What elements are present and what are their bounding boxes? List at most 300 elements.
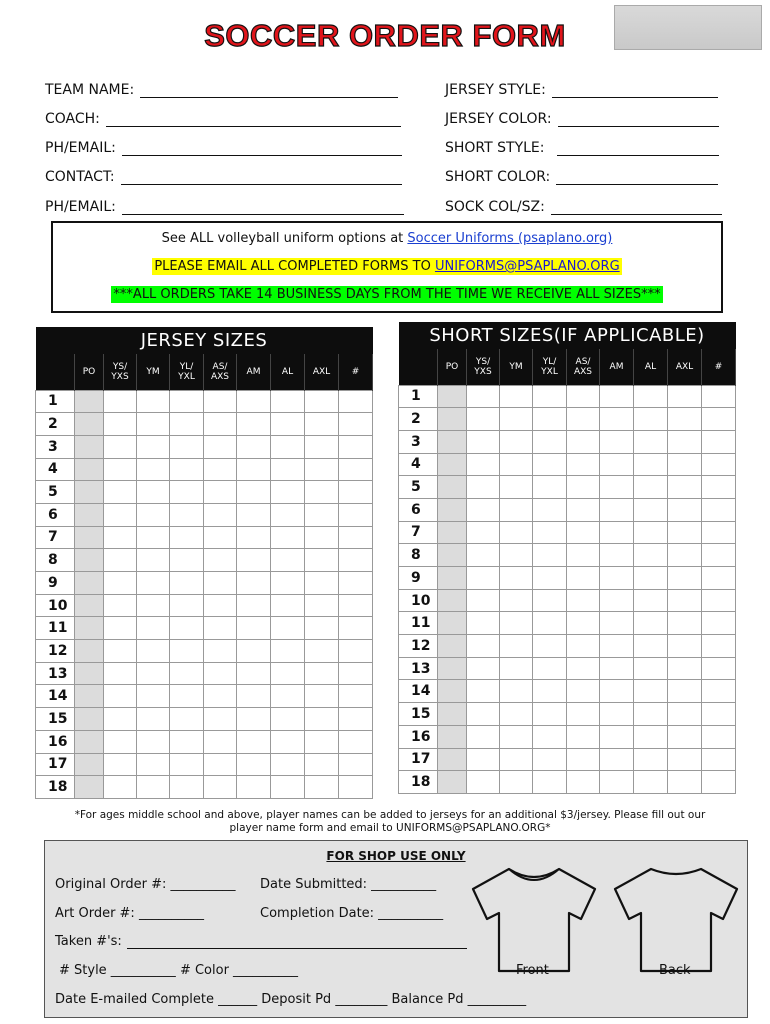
coach-field[interactable] bbox=[45, 111, 401, 127]
jersey-size-cell[interactable] bbox=[104, 776, 137, 799]
jersey-size-cell[interactable] bbox=[339, 458, 373, 481]
jersey-size-cell[interactable] bbox=[237, 662, 271, 685]
jersey-size-cell[interactable] bbox=[339, 526, 373, 549]
jersey-size-cell[interactable] bbox=[137, 526, 170, 549]
short-size-cell[interactable] bbox=[438, 453, 467, 476]
style-color-field[interactable]: # Style __________ # Color __________ bbox=[59, 963, 299, 978]
jersey-size-cell[interactable] bbox=[237, 390, 271, 413]
short-size-cell[interactable] bbox=[702, 521, 736, 544]
short-size-cell[interactable] bbox=[533, 453, 567, 476]
short-size-cell[interactable] bbox=[567, 612, 600, 635]
short-size-cell[interactable] bbox=[668, 612, 702, 635]
sock-field[interactable] bbox=[445, 199, 722, 215]
jersey-size-cell[interactable] bbox=[204, 413, 237, 436]
jersey-size-cell[interactable] bbox=[237, 526, 271, 549]
jersey-size-cell[interactable] bbox=[137, 413, 170, 436]
taken-line[interactable] bbox=[127, 948, 467, 949]
jersey-size-cell[interactable] bbox=[104, 662, 137, 685]
short-size-cell[interactable] bbox=[634, 453, 668, 476]
jersey-size-cell[interactable] bbox=[305, 708, 339, 731]
jersey-size-cell[interactable] bbox=[104, 503, 137, 526]
jersey-size-cell[interactable] bbox=[137, 594, 170, 617]
short-size-cell[interactable] bbox=[634, 657, 668, 680]
short-size-cell[interactable] bbox=[467, 680, 500, 703]
jersey-size-cell[interactable] bbox=[170, 753, 204, 776]
short-size-cell[interactable] bbox=[500, 612, 533, 635]
short-size-cell[interactable] bbox=[668, 567, 702, 590]
short-size-cell[interactable] bbox=[634, 725, 668, 748]
jersey-size-cell[interactable] bbox=[170, 776, 204, 799]
jersey-size-cell[interactable] bbox=[75, 753, 104, 776]
jersey-size-cell[interactable] bbox=[75, 776, 104, 799]
short-size-cell[interactable] bbox=[533, 498, 567, 521]
short-size-cell[interactable] bbox=[567, 498, 600, 521]
jersey-size-cell[interactable] bbox=[305, 640, 339, 663]
jersey-size-cell[interactable] bbox=[305, 730, 339, 753]
jersey-size-cell[interactable] bbox=[137, 662, 170, 685]
short-size-cell[interactable] bbox=[500, 680, 533, 703]
jersey-size-cell[interactable] bbox=[170, 640, 204, 663]
jersey-size-cell[interactable] bbox=[204, 390, 237, 413]
short-size-cell[interactable] bbox=[600, 408, 634, 431]
team-name-line[interactable] bbox=[140, 82, 398, 98]
short-size-cell[interactable] bbox=[634, 521, 668, 544]
short-size-cell[interactable] bbox=[533, 680, 567, 703]
short-size-cell[interactable] bbox=[567, 385, 600, 408]
short-size-cell[interactable] bbox=[567, 680, 600, 703]
short-size-cell[interactable] bbox=[467, 703, 500, 726]
short-size-cell[interactable] bbox=[668, 476, 702, 499]
jersey-size-cell[interactable] bbox=[137, 640, 170, 663]
jersey-size-cell[interactable] bbox=[75, 594, 104, 617]
jersey-size-cell[interactable] bbox=[170, 526, 204, 549]
short-size-cell[interactable] bbox=[467, 635, 500, 658]
jersey-size-cell[interactable] bbox=[137, 503, 170, 526]
jersey-size-cell[interactable] bbox=[170, 594, 204, 617]
short-size-cell[interactable] bbox=[467, 408, 500, 431]
jersey-size-cell[interactable] bbox=[104, 617, 137, 640]
jersey-size-cell[interactable] bbox=[339, 617, 373, 640]
jersey-size-cell[interactable] bbox=[339, 708, 373, 731]
jersey-size-cell[interactable] bbox=[137, 753, 170, 776]
short-size-cell[interactable] bbox=[438, 657, 467, 680]
short-size-cell[interactable] bbox=[533, 635, 567, 658]
short-size-cell[interactable] bbox=[500, 589, 533, 612]
jersey-size-cell[interactable] bbox=[104, 572, 137, 595]
short-size-cell[interactable] bbox=[438, 408, 467, 431]
jersey-size-cell[interactable] bbox=[104, 753, 137, 776]
short-size-cell[interactable] bbox=[500, 657, 533, 680]
jersey-size-cell[interactable] bbox=[305, 617, 339, 640]
short-size-cell[interactable] bbox=[438, 430, 467, 453]
short-size-cell[interactable] bbox=[467, 544, 500, 567]
jersey-size-cell[interactable] bbox=[237, 481, 271, 504]
short-size-cell[interactable] bbox=[533, 521, 567, 544]
short-size-cell[interactable] bbox=[668, 544, 702, 567]
jersey-size-cell[interactable] bbox=[339, 640, 373, 663]
short-size-cell[interactable] bbox=[668, 498, 702, 521]
short-size-cell[interactable] bbox=[500, 771, 533, 794]
jersey-size-cell[interactable] bbox=[137, 458, 170, 481]
jersey-size-cell[interactable] bbox=[237, 708, 271, 731]
jersey-size-cell[interactable] bbox=[339, 594, 373, 617]
jersey-size-cell[interactable] bbox=[137, 390, 170, 413]
short-size-cell[interactable] bbox=[600, 771, 634, 794]
jersey-size-cell[interactable] bbox=[339, 390, 373, 413]
jersey-size-cell[interactable] bbox=[137, 776, 170, 799]
jersey-size-cell[interactable] bbox=[75, 390, 104, 413]
jersey-size-cell[interactable] bbox=[305, 549, 339, 572]
jersey-size-cell[interactable] bbox=[204, 549, 237, 572]
short-size-cell[interactable] bbox=[533, 657, 567, 680]
short-size-cell[interactable] bbox=[467, 567, 500, 590]
short-size-cell[interactable] bbox=[668, 521, 702, 544]
short-size-cell[interactable] bbox=[668, 635, 702, 658]
short-size-cell[interactable] bbox=[500, 476, 533, 499]
jersey-size-cell[interactable] bbox=[170, 435, 204, 458]
short-size-cell[interactable] bbox=[600, 589, 634, 612]
jersey-size-cell[interactable] bbox=[75, 730, 104, 753]
jersey-size-cell[interactable] bbox=[237, 572, 271, 595]
jersey-size-cell[interactable] bbox=[170, 549, 204, 572]
short-size-cell[interactable] bbox=[702, 680, 736, 703]
jersey-size-cell[interactable] bbox=[104, 413, 137, 436]
short-size-cell[interactable] bbox=[533, 725, 567, 748]
short-size-cell[interactable] bbox=[500, 703, 533, 726]
short-size-cell[interactable] bbox=[668, 657, 702, 680]
jersey-size-cell[interactable] bbox=[75, 503, 104, 526]
jersey-size-cell[interactable] bbox=[271, 390, 305, 413]
ph-email-field-2[interactable] bbox=[45, 199, 404, 215]
jersey-size-cell[interactable] bbox=[339, 481, 373, 504]
short-size-cell[interactable] bbox=[702, 453, 736, 476]
short-size-cell[interactable] bbox=[634, 567, 668, 590]
short-size-cell[interactable] bbox=[500, 498, 533, 521]
short-size-cell[interactable] bbox=[567, 635, 600, 658]
short-size-cell[interactable] bbox=[600, 453, 634, 476]
jersey-size-cell[interactable] bbox=[104, 458, 137, 481]
jersey-size-cell[interactable] bbox=[75, 572, 104, 595]
short-size-cell[interactable] bbox=[600, 476, 634, 499]
jersey-size-cell[interactable] bbox=[271, 572, 305, 595]
jersey-size-cell[interactable] bbox=[104, 594, 137, 617]
jersey-size-cell[interactable] bbox=[339, 503, 373, 526]
team-name-field[interactable] bbox=[45, 82, 398, 98]
jersey-size-cell[interactable] bbox=[271, 640, 305, 663]
short-size-cell[interactable] bbox=[600, 703, 634, 726]
short-size-cell[interactable] bbox=[702, 657, 736, 680]
short-size-cell[interactable] bbox=[702, 703, 736, 726]
jersey-size-cell[interactable] bbox=[271, 435, 305, 458]
short-size-cell[interactable] bbox=[467, 657, 500, 680]
jersey-size-cell[interactable] bbox=[204, 776, 237, 799]
jersey-size-cell[interactable] bbox=[237, 594, 271, 617]
short-size-cell[interactable] bbox=[467, 385, 500, 408]
short-size-cell[interactable] bbox=[600, 544, 634, 567]
jersey-size-cell[interactable] bbox=[305, 526, 339, 549]
jersey-size-cell[interactable] bbox=[75, 617, 104, 640]
jersey-size-cell[interactable] bbox=[339, 413, 373, 436]
jersey-size-cell[interactable] bbox=[137, 730, 170, 753]
short-size-cell[interactable] bbox=[600, 725, 634, 748]
jersey-size-cell[interactable] bbox=[75, 549, 104, 572]
short-size-cell[interactable] bbox=[668, 680, 702, 703]
short-size-cell[interactable] bbox=[600, 657, 634, 680]
short-size-cell[interactable] bbox=[533, 544, 567, 567]
jersey-size-cell[interactable] bbox=[75, 662, 104, 685]
jersey-size-cell[interactable] bbox=[104, 481, 137, 504]
jersey-size-cell[interactable] bbox=[271, 549, 305, 572]
jersey-size-cell[interactable] bbox=[170, 708, 204, 731]
short-size-cell[interactable] bbox=[702, 430, 736, 453]
jersey-size-cell[interactable] bbox=[170, 662, 204, 685]
jersey-size-cell[interactable] bbox=[237, 435, 271, 458]
completion-date-field[interactable]: Completion Date: __________ bbox=[260, 906, 444, 921]
contact-line[interactable] bbox=[121, 169, 402, 185]
jersey-size-cell[interactable] bbox=[339, 572, 373, 595]
short-size-cell[interactable] bbox=[500, 748, 533, 771]
short-size-cell[interactable] bbox=[438, 498, 467, 521]
jersey-size-cell[interactable] bbox=[204, 753, 237, 776]
short-size-cell[interactable] bbox=[567, 567, 600, 590]
short-size-cell[interactable] bbox=[600, 680, 634, 703]
short-size-cell[interactable] bbox=[467, 430, 500, 453]
short-size-cell[interactable] bbox=[438, 703, 467, 726]
short-color-line[interactable] bbox=[556, 169, 718, 185]
jersey-size-cell[interactable] bbox=[237, 730, 271, 753]
jersey-size-cell[interactable] bbox=[305, 662, 339, 685]
ph-email-field-1[interactable] bbox=[45, 140, 402, 156]
jersey-size-cell[interactable] bbox=[170, 685, 204, 708]
short-size-cell[interactable] bbox=[634, 408, 668, 431]
short-size-cell[interactable] bbox=[567, 453, 600, 476]
short-size-cell[interactable] bbox=[600, 521, 634, 544]
jersey-size-cell[interactable] bbox=[237, 413, 271, 436]
art-order-field[interactable]: Art Order #: __________ bbox=[55, 906, 204, 921]
short-size-cell[interactable] bbox=[533, 408, 567, 431]
short-size-cell[interactable] bbox=[567, 703, 600, 726]
jersey-size-cell[interactable] bbox=[237, 458, 271, 481]
jersey-size-cell[interactable] bbox=[271, 458, 305, 481]
jersey-size-cell[interactable] bbox=[305, 413, 339, 436]
jersey-style-line[interactable] bbox=[552, 82, 718, 98]
short-size-cell[interactable] bbox=[438, 771, 467, 794]
jersey-size-cell[interactable] bbox=[339, 662, 373, 685]
short-size-cell[interactable] bbox=[567, 476, 600, 499]
short-size-cell[interactable] bbox=[634, 771, 668, 794]
jersey-size-cell[interactable] bbox=[237, 617, 271, 640]
jersey-size-cell[interactable] bbox=[271, 526, 305, 549]
short-size-cell[interactable] bbox=[702, 498, 736, 521]
short-size-cell[interactable] bbox=[438, 725, 467, 748]
jersey-size-cell[interactable] bbox=[170, 390, 204, 413]
short-size-cell[interactable] bbox=[438, 748, 467, 771]
jersey-size-cell[interactable] bbox=[339, 685, 373, 708]
short-size-cell[interactable] bbox=[567, 589, 600, 612]
contact-field[interactable] bbox=[45, 169, 402, 185]
jersey-size-cell[interactable] bbox=[237, 640, 271, 663]
short-size-cell[interactable] bbox=[634, 476, 668, 499]
jersey-size-cell[interactable] bbox=[75, 685, 104, 708]
jersey-size-cell[interactable] bbox=[170, 458, 204, 481]
jersey-size-cell[interactable] bbox=[305, 572, 339, 595]
short-size-cell[interactable] bbox=[467, 521, 500, 544]
short-size-cell[interactable] bbox=[467, 612, 500, 635]
short-size-cell[interactable] bbox=[467, 771, 500, 794]
jersey-size-cell[interactable] bbox=[75, 526, 104, 549]
short-size-cell[interactable] bbox=[533, 703, 567, 726]
short-size-cell[interactable] bbox=[533, 430, 567, 453]
short-size-cell[interactable] bbox=[567, 521, 600, 544]
jersey-size-cell[interactable] bbox=[339, 435, 373, 458]
jersey-size-cell[interactable] bbox=[271, 481, 305, 504]
short-size-cell[interactable] bbox=[702, 771, 736, 794]
short-size-cell[interactable] bbox=[438, 385, 467, 408]
sock-line[interactable] bbox=[551, 199, 722, 215]
jersey-size-cell[interactable] bbox=[104, 390, 137, 413]
short-size-cell[interactable] bbox=[438, 476, 467, 499]
short-size-cell[interactable] bbox=[533, 589, 567, 612]
short-size-cell[interactable] bbox=[533, 385, 567, 408]
jersey-size-cell[interactable] bbox=[137, 481, 170, 504]
short-color-field[interactable] bbox=[445, 169, 718, 185]
short-size-cell[interactable] bbox=[500, 725, 533, 748]
jersey-size-cell[interactable] bbox=[305, 481, 339, 504]
short-size-cell[interactable] bbox=[438, 567, 467, 590]
jersey-size-cell[interactable] bbox=[305, 503, 339, 526]
jersey-size-cell[interactable] bbox=[271, 730, 305, 753]
short-size-cell[interactable] bbox=[668, 453, 702, 476]
short-size-cell[interactable] bbox=[467, 498, 500, 521]
short-size-cell[interactable] bbox=[668, 771, 702, 794]
short-size-cell[interactable] bbox=[668, 430, 702, 453]
short-size-cell[interactable] bbox=[600, 748, 634, 771]
jersey-size-cell[interactable] bbox=[305, 776, 339, 799]
jersey-size-cell[interactable] bbox=[271, 708, 305, 731]
short-size-cell[interactable] bbox=[500, 544, 533, 567]
jersey-size-cell[interactable] bbox=[237, 503, 271, 526]
short-size-cell[interactable] bbox=[702, 748, 736, 771]
date-submitted-field[interactable]: Date Submitted: __________ bbox=[260, 877, 437, 892]
short-size-cell[interactable] bbox=[634, 589, 668, 612]
short-size-cell[interactable] bbox=[567, 748, 600, 771]
jersey-size-cell[interactable] bbox=[271, 753, 305, 776]
short-size-cell[interactable] bbox=[702, 635, 736, 658]
short-size-cell[interactable] bbox=[467, 748, 500, 771]
jersey-size-cell[interactable] bbox=[104, 435, 137, 458]
short-size-cell[interactable] bbox=[533, 567, 567, 590]
jersey-size-cell[interactable] bbox=[271, 662, 305, 685]
jersey-size-cell[interactable] bbox=[271, 776, 305, 799]
jersey-size-cell[interactable] bbox=[305, 390, 339, 413]
original-order-field[interactable]: Original Order #: __________ bbox=[55, 877, 236, 892]
uniforms-email-link[interactable]: UNIFORMS@PSAPLANO.ORG bbox=[434, 259, 620, 274]
jersey-size-cell[interactable] bbox=[237, 776, 271, 799]
short-size-cell[interactable] bbox=[634, 635, 668, 658]
jersey-size-cell[interactable] bbox=[137, 685, 170, 708]
jersey-size-cell[interactable] bbox=[170, 413, 204, 436]
jersey-size-cell[interactable] bbox=[271, 503, 305, 526]
short-size-cell[interactable] bbox=[438, 680, 467, 703]
short-style-line[interactable] bbox=[557, 140, 720, 156]
short-size-cell[interactable] bbox=[533, 476, 567, 499]
jersey-size-cell[interactable] bbox=[137, 572, 170, 595]
jersey-color-line[interactable] bbox=[558, 111, 719, 127]
jersey-size-cell[interactable] bbox=[237, 753, 271, 776]
short-size-cell[interactable] bbox=[634, 544, 668, 567]
jersey-size-cell[interactable] bbox=[170, 572, 204, 595]
short-size-cell[interactable] bbox=[634, 748, 668, 771]
short-size-cell[interactable] bbox=[533, 612, 567, 635]
jersey-size-cell[interactable] bbox=[170, 617, 204, 640]
jersey-size-cell[interactable] bbox=[104, 708, 137, 731]
short-size-cell[interactable] bbox=[702, 567, 736, 590]
short-size-cell[interactable] bbox=[702, 544, 736, 567]
jersey-size-cell[interactable] bbox=[75, 481, 104, 504]
short-size-cell[interactable] bbox=[467, 725, 500, 748]
jersey-size-cell[interactable] bbox=[75, 435, 104, 458]
jersey-size-cell[interactable] bbox=[104, 730, 137, 753]
jersey-size-cell[interactable] bbox=[204, 435, 237, 458]
jersey-style-field[interactable] bbox=[445, 82, 718, 98]
jersey-size-cell[interactable] bbox=[339, 549, 373, 572]
short-size-cell[interactable] bbox=[438, 635, 467, 658]
jersey-color-field[interactable] bbox=[445, 111, 719, 127]
jersey-size-cell[interactable] bbox=[204, 730, 237, 753]
jersey-size-cell[interactable] bbox=[305, 753, 339, 776]
short-size-cell[interactable] bbox=[702, 385, 736, 408]
jersey-size-cell[interactable] bbox=[204, 640, 237, 663]
jersey-size-cell[interactable] bbox=[75, 413, 104, 436]
short-size-cell[interactable] bbox=[702, 408, 736, 431]
short-size-cell[interactable] bbox=[634, 680, 668, 703]
jersey-size-cell[interactable] bbox=[237, 685, 271, 708]
short-size-cell[interactable] bbox=[600, 567, 634, 590]
jersey-size-cell[interactable] bbox=[305, 458, 339, 481]
jersey-size-cell[interactable] bbox=[170, 481, 204, 504]
short-size-cell[interactable] bbox=[702, 589, 736, 612]
jersey-size-cell[interactable] bbox=[204, 526, 237, 549]
short-size-cell[interactable] bbox=[533, 771, 567, 794]
jersey-size-cell[interactable] bbox=[104, 549, 137, 572]
jersey-size-cell[interactable] bbox=[204, 503, 237, 526]
short-size-cell[interactable] bbox=[600, 612, 634, 635]
jersey-size-cell[interactable] bbox=[339, 730, 373, 753]
jersey-size-cell[interactable] bbox=[75, 458, 104, 481]
jersey-size-cell[interactable] bbox=[305, 685, 339, 708]
short-size-cell[interactable] bbox=[467, 476, 500, 499]
short-size-cell[interactable] bbox=[567, 771, 600, 794]
jersey-size-cell[interactable] bbox=[75, 640, 104, 663]
jersey-size-cell[interactable] bbox=[271, 594, 305, 617]
jersey-size-cell[interactable] bbox=[104, 526, 137, 549]
jersey-size-cell[interactable] bbox=[104, 640, 137, 663]
short-size-cell[interactable] bbox=[668, 703, 702, 726]
jersey-size-cell[interactable] bbox=[305, 594, 339, 617]
short-size-cell[interactable] bbox=[500, 453, 533, 476]
jersey-size-cell[interactable] bbox=[339, 776, 373, 799]
jersey-size-cell[interactable] bbox=[271, 413, 305, 436]
ph-email-line-2[interactable] bbox=[122, 199, 404, 215]
ph-email-line-1[interactable] bbox=[122, 140, 402, 156]
short-size-cell[interactable] bbox=[634, 703, 668, 726]
jersey-size-cell[interactable] bbox=[271, 617, 305, 640]
short-size-cell[interactable] bbox=[500, 635, 533, 658]
short-size-cell[interactable] bbox=[600, 430, 634, 453]
jersey-size-cell[interactable] bbox=[137, 708, 170, 731]
jersey-size-cell[interactable] bbox=[204, 481, 237, 504]
short-size-cell[interactable] bbox=[702, 612, 736, 635]
